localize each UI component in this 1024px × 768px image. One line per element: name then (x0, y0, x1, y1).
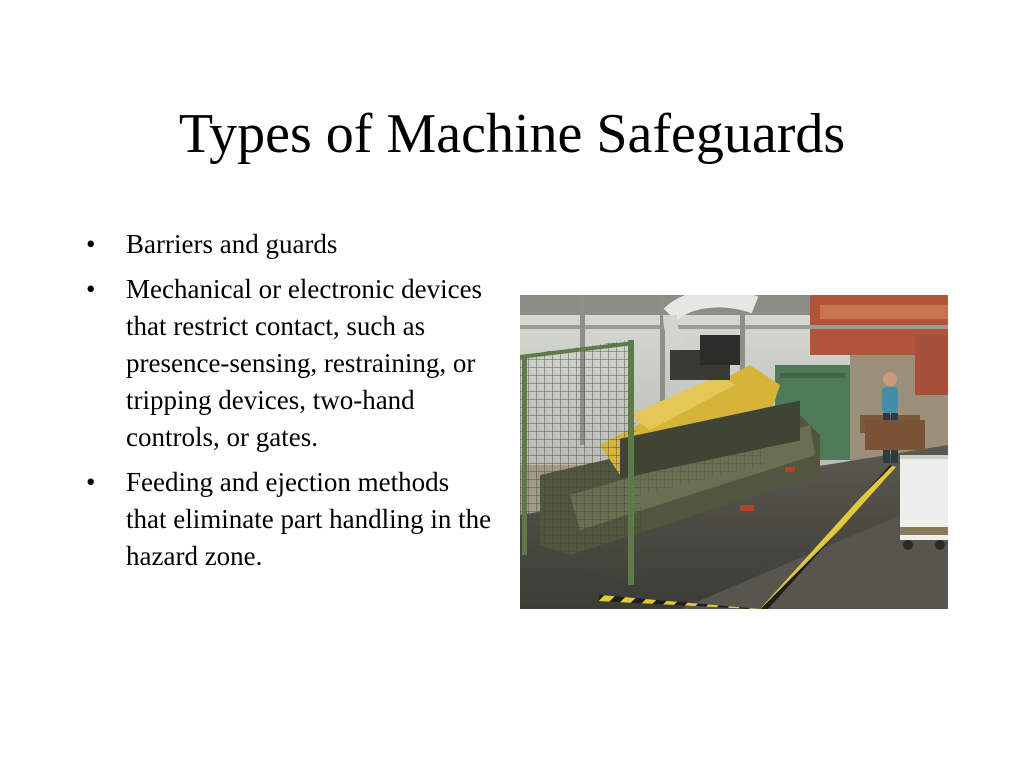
bullet-text: Feeding and ejection methods that eliminate part handling in the hazard zone. (126, 467, 492, 571)
bullet-icon: • (86, 229, 96, 259)
bullet-item (86, 271, 496, 456)
bullet-item (86, 464, 496, 575)
slide-title: Types of Machine Safeguards (178, 103, 846, 165)
machine-guard-illustration (520, 295, 948, 609)
bullet-icon: • (86, 274, 96, 304)
bullet-text: Mechanical or electronic devices that restrict contact, such as presence-sensing, restraining, or tripping devices, two-hand controls, or gates. (126, 274, 483, 452)
bullet-item (86, 226, 496, 263)
bullet-icon: • (86, 467, 96, 497)
bullet-list (86, 226, 496, 583)
bullet-text: Barriers and guards (126, 229, 338, 259)
machine-guard-photo (520, 295, 948, 609)
